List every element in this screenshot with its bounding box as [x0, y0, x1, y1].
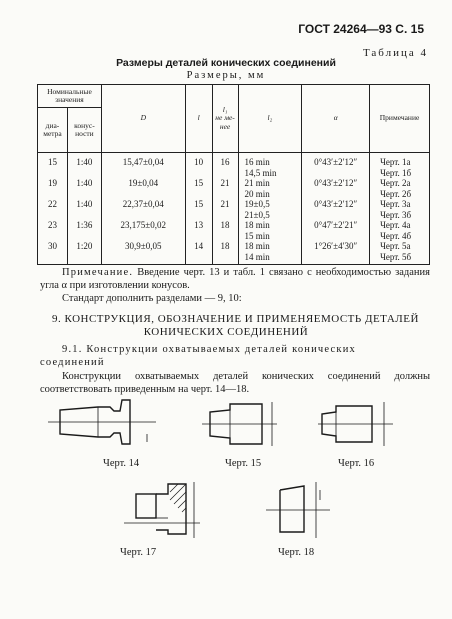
header-alpha: α	[302, 85, 370, 153]
cell-taper: 1:40	[67, 178, 101, 199]
cell-note: Черт. 5а Черт. 5б	[370, 241, 430, 265]
cell-l2: 21 min 20 min	[238, 178, 302, 199]
header-D: D	[101, 85, 185, 153]
drawing-14	[48, 400, 158, 450]
cell-l: 10	[185, 153, 212, 179]
cell-D: 19±0,04	[101, 178, 185, 199]
header-l1: l₁ не ме- нее	[212, 85, 238, 153]
cell-D: 30,9±0,05	[101, 241, 185, 265]
cell-l: 13	[185, 220, 212, 241]
cell-alpha: 0°43′±2′12″	[302, 178, 370, 199]
cell-note: Черт. 2а Черт. 2б	[370, 178, 430, 199]
table-row	[38, 199, 430, 220]
cell-l2: 16 min 14,5 min	[238, 153, 302, 179]
table-row	[38, 153, 430, 179]
table-row	[38, 220, 430, 241]
cell-l2: 18 min 15 min	[238, 220, 302, 241]
supplement-text: Стандарт дополнить разделами — 9, 10:	[62, 293, 242, 304]
header-note: Примечание	[370, 85, 430, 153]
cell-alpha: 1°26′±4′30″	[302, 241, 370, 265]
cell-diameter: 30	[38, 241, 68, 265]
cell-taper: 1:36	[67, 220, 101, 241]
subsection-title-line2: соединений	[40, 357, 105, 368]
cell-D: 23,175±0,02	[101, 220, 185, 241]
note-paragraph	[40, 266, 430, 292]
header-l2: l₂	[238, 85, 302, 153]
cell-diameter: 22	[38, 199, 68, 220]
cell-l2: 19±0,5 21±0,5	[238, 199, 302, 220]
cell-note: Черт. 1а Черт. 1б	[370, 153, 430, 179]
cell-l1: 16	[212, 153, 238, 179]
cell-taper: 1:40	[67, 153, 101, 179]
cell-l1: 18	[212, 220, 238, 241]
cell-diameter: 23	[38, 220, 68, 241]
dimensions-table	[37, 84, 430, 265]
table-subtitle: Размеры, мм	[186, 70, 266, 81]
cell-D: 22,37±0,04	[101, 199, 185, 220]
cell-taper: 1:40	[67, 199, 101, 220]
cell-l1: 18	[212, 241, 238, 265]
section-title-line2: КОНИЧЕСКИХ СОЕДИНЕНИЙ	[143, 326, 309, 338]
header-l: l	[185, 85, 212, 153]
table-row	[38, 241, 430, 265]
figure-17-caption: Черт. 17	[120, 547, 157, 558]
header-nominal: Номинальные значения	[38, 85, 102, 108]
header-taper: конус- ности	[67, 108, 101, 153]
figure-16-caption: Черт. 16	[338, 458, 375, 469]
cell-l: 15	[185, 199, 212, 220]
note-label: Примечание.	[62, 267, 134, 278]
table-label: Таблица 4	[362, 47, 428, 59]
note-text: Введение черт. 13 и табл. 1 связано с необходимостью задания угла α при изготовлении конусов.	[40, 267, 430, 291]
drawing-17	[124, 478, 202, 540]
figure-18-caption: Черт. 18	[278, 547, 315, 558]
page-header: ГОСТ 24264—93 С. 15	[298, 22, 424, 36]
cell-alpha: 0°43′±2′12″	[302, 199, 370, 220]
table-title: Размеры деталей конических соединений	[116, 57, 336, 69]
cell-alpha: 0°43′±2′12″	[302, 153, 370, 179]
body-paragraph: Конструкции охватываемых деталей конических соединений должны соответствовать приведенным на черт. 14—18.	[40, 371, 430, 395]
cell-diameter: 15	[38, 153, 68, 179]
cell-D: 15,47±0,04	[101, 153, 185, 179]
cell-l1: 21	[212, 178, 238, 199]
cell-alpha: 0°47′±2′21″	[302, 220, 370, 241]
cell-diameter: 19	[38, 178, 68, 199]
cell-note: Черт. 4а Черт. 4б	[370, 220, 430, 241]
cell-l: 15	[185, 178, 212, 199]
drawing-18	[266, 480, 336, 542]
cell-l2: 18 min 14 min	[238, 241, 302, 265]
cell-l1: 21	[212, 199, 238, 220]
header-diameter: диа- метра	[38, 108, 68, 153]
table-row	[38, 178, 430, 199]
subsection-title-line1: 9.1. Конструкции охватываемых деталей конических	[62, 344, 356, 355]
section-title-line1: 9. КОНСТРУКЦИЯ, ОБОЗНАЧЕНИЕ И ПРИМЕНЯЕМОСТЬ ДЕТАЛЕЙ	[52, 313, 419, 325]
figure-14-caption: Черт. 14	[103, 458, 140, 469]
cell-note: Черт. 3а Черт. 3б	[370, 199, 430, 220]
cell-l: 14	[185, 241, 212, 265]
drawing-16	[318, 402, 398, 452]
cell-taper: 1:20	[67, 241, 101, 265]
figure-15-caption: Черт. 15	[225, 458, 262, 469]
drawing-15	[202, 402, 282, 452]
